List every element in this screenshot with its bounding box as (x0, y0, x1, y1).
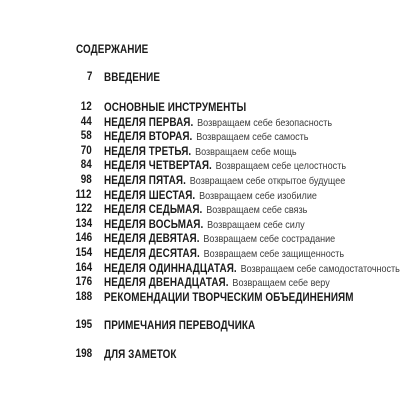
toc-title: СОДЕРЖАНИЕ (76, 44, 149, 56)
entry-heading: НЕДЕЛЯ ЧЕТВЕРТАЯ. (104, 160, 212, 173)
entry-heading: ПРИМЕЧАНИЯ ПЕРЕВОДЧИКА (104, 320, 256, 332)
entry-heading: РЕКОМЕНДАЦИИ ТВОРЧЕСКИМ ОБЪЕДИНЕНИЯМ (104, 292, 354, 304)
toc-entry-week[interactable] (0, 202, 420, 217)
page-number: 164 (75, 261, 92, 274)
entry-subtitle: Возвращаем себе силу (207, 218, 305, 231)
page-number: 188 (75, 291, 92, 303)
entry-heading: НЕДЕЛЯ ДВЕНАДЦАТАЯ. (104, 277, 229, 290)
page-number: 134 (75, 217, 92, 230)
page-number: 122 (75, 203, 92, 216)
page-number: 44 (80, 115, 92, 128)
entry-subtitle: Возвращаем себе веру (232, 277, 330, 290)
entry-subtitle: Возвращаем себе сострадание (203, 233, 336, 246)
toc-entry-week[interactable] (0, 188, 420, 203)
toc-entry-translator-notes[interactable] (0, 318, 420, 333)
entry-heading: НЕДЕЛЯ ТРЕТЬЯ. (104, 145, 192, 158)
toc-entry-week[interactable] (0, 144, 420, 159)
entry-subtitle: Возвращаем себе целостность (215, 160, 347, 173)
toc-entry-week[interactable] (0, 173, 420, 188)
toc-entry-week[interactable] (0, 158, 420, 173)
page-number: 7 (86, 71, 92, 83)
entry-heading: НЕДЕЛЯ ШЕСТАЯ. (104, 189, 196, 202)
entry-subtitle: Возвращаем себе безопасность (197, 116, 333, 129)
entry-heading: НЕДЕЛЯ ПЯТАЯ. (104, 174, 186, 187)
toc-entry-tools[interactable] (0, 100, 420, 115)
entry-heading: НЕДЕЛЯ ВТОРАЯ. (104, 131, 193, 144)
toc-entry-week[interactable] (0, 261, 420, 276)
page-number: 146 (75, 232, 92, 245)
entry-heading: НЕДЕЛЯ ДЕВЯТАЯ. (104, 233, 200, 246)
page-number: 176 (75, 276, 92, 289)
entry-heading: ВВЕДЕНИЕ (104, 72, 161, 84)
toc-entry-week[interactable] (0, 275, 420, 290)
entry-heading: ДЛЯ ЗАМЕТОК (104, 349, 177, 361)
toc-entry-intro[interactable] (0, 70, 420, 85)
toc-entry-week[interactable] (0, 217, 420, 232)
toc-entry-week[interactable] (0, 246, 420, 261)
entry-heading: НЕДЕЛЯ ВОСЬМАЯ. (104, 218, 204, 231)
toc-entry-week[interactable] (0, 231, 420, 246)
toc-entry-notes[interactable] (0, 347, 420, 362)
toc-section-weeks (0, 100, 420, 290)
entry-subtitle: Возвращаем себе открытое будущее (189, 174, 346, 187)
toc-entry-week[interactable] (0, 115, 420, 130)
entry-subtitle: Возвращаем себе защищенность (203, 247, 345, 260)
entry-heading: НЕДЕЛЯ ОДИННАДЦАТАЯ. (104, 262, 237, 275)
entry-heading: НЕДЕЛЯ ПЕРВАЯ. (104, 116, 194, 129)
entry-subtitle: Возвращаем себе изобилие (199, 189, 317, 202)
entry-heading: НЕДЕЛЯ СЕДЬМАЯ. (104, 204, 203, 217)
entry-heading: ОСНОВНЫЕ ИНСТРУМЕНТЫ (104, 102, 247, 114)
entry-subtitle: Возвращаем себе самодостаточность (240, 262, 400, 275)
toc-entry-recommendations[interactable] (0, 290, 420, 305)
entry-subtitle: Возвращаем себе самость (196, 131, 309, 144)
entry-subtitle: Возвращаем себе связь (206, 204, 308, 217)
page-number: 98 (80, 173, 92, 186)
toc-entry-week[interactable] (0, 129, 420, 144)
page-number: 195 (75, 319, 92, 331)
page-number: 70 (80, 144, 92, 157)
entry-heading: НЕДЕЛЯ ДЕСЯТАЯ. (104, 247, 200, 260)
page-number: 112 (76, 188, 92, 201)
page-number: 12 (80, 101, 92, 113)
page-number: 198 (75, 348, 92, 360)
weeks-list (0, 115, 420, 290)
page-number: 154 (75, 246, 92, 259)
page-number: 84 (80, 159, 92, 172)
page-number: 58 (80, 130, 92, 143)
entry-subtitle: Возвращаем себе мощь (195, 145, 297, 158)
